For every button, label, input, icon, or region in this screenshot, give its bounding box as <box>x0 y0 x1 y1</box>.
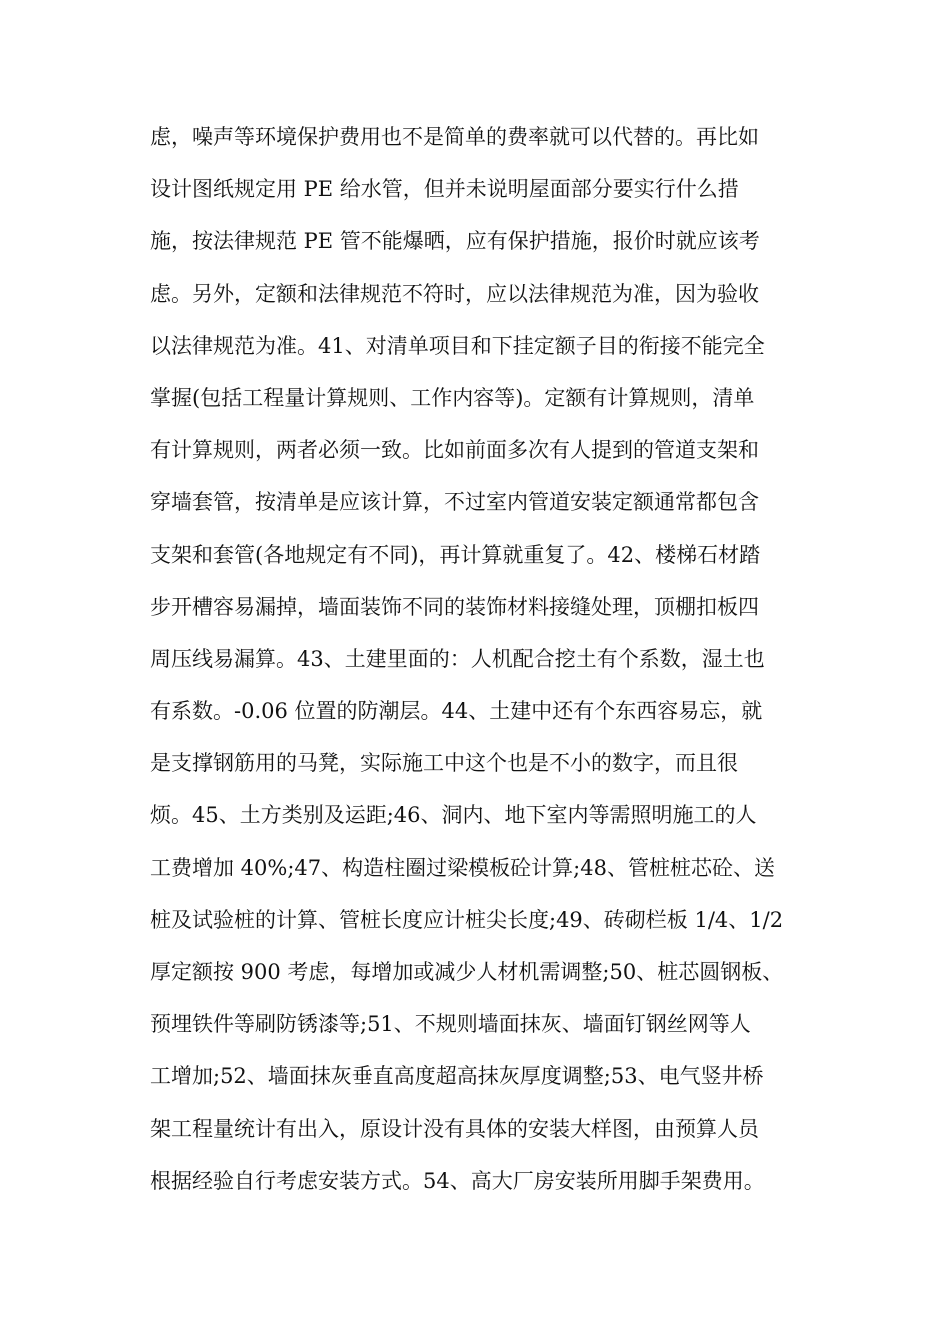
text-line: 根据经验自行考虑安装方式。54、高大厂房安装所用脚手架费用。 <box>150 1168 765 1193</box>
text-line: 步开槽容易漏掉，墙面装饰不同的装饰材料接缝处理，顶棚扣板四 <box>150 594 759 619</box>
text-line: 穿墙套管，按清单是应该计算，不过室内管道安装定额通常都包含 <box>150 490 759 515</box>
text-line: 施，按法律规范 PE 管不能爆晒，应有保护措施，报价时就应该考 <box>150 229 760 254</box>
text-line: 桩及试验桩的计算、管桩长度应计桩尖长度;49、砖砌栏板 1/4、1/2 <box>150 907 784 932</box>
text-line: 掌握(包括工程量计算规则、工作内容等)。定额有计算规则，清单 <box>150 385 755 410</box>
body-text <box>150 116 810 1212</box>
text-line: 设计图纸规定用 PE 给水管，但并未说明屋面部分要实行什么措 <box>150 177 739 202</box>
text-line: 有系数。-0.06 位置的防潮层。44、土建中还有个东西容易忘，就 <box>150 699 763 724</box>
text-line: 厚定额按 900 考虑，每增加或减少人材机需调整;50、桩芯圆钢板、 <box>150 960 784 984</box>
text-line: 有计算规则，两者必须一致。比如前面多次有人提到的管道支架和 <box>150 438 759 463</box>
text-line: 工费增加 40%;47、构造柱圈过梁模板砼计算;48、管桩桩芯砼、送 <box>150 855 775 880</box>
text-line: 工增加;52、墙面抹灰垂直高度超高抹灰厚度调整;53、电气竖井桥 <box>150 1064 764 1089</box>
text-line: 架工程量统计有出入，原设计没有具体的安装大样图，由预算人员 <box>150 1116 759 1141</box>
text-line: 虑。另外，定额和法律规范不符时，应以法律规范为准，因为验收 <box>150 281 759 306</box>
text-line: 周压线易漏算。43、土建里面的：人机配合挖土有个系数，湿土也 <box>150 646 765 671</box>
text-line: 支架和套管(各地规定有不同)，再计算就重复了。42、楼梯石材踏 <box>150 542 761 567</box>
text-line: 以法律规范为准。41、对清单项目和下挂定额子目的衔接不能完全 <box>150 333 765 358</box>
text-line: 是支撑钢筋用的马凳，实际施工中这个也是不小的数字，而且很 <box>150 751 738 776</box>
text-line: 烦。45、土方类别及运距;46、洞内、地下室内等需照明施工的人 <box>150 803 757 828</box>
text-line: 预埋铁件等刷防锈漆等;51、不规则墙面抹灰、墙面钉钢丝网等人 <box>150 1012 751 1037</box>
text-line: 虑，噪声等环境保护费用也不是简单的费率就可以代替的。再比如 <box>150 125 759 149</box>
